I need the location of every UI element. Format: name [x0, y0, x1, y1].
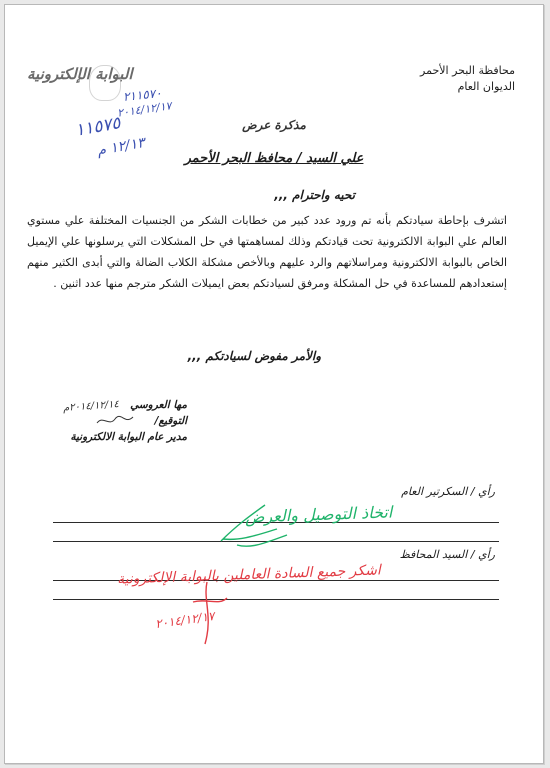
signature-handwritten-date: ٢٠١٤/١٢/١٤م [62, 399, 120, 414]
governor-opinion-line-2 [53, 599, 499, 600]
memo-page [4, 4, 544, 764]
handwritten-date-main: ١٢/١٣ م [95, 134, 146, 160]
governor-opinion-label: رأي / السيد المحافظ [399, 548, 495, 561]
header-institution [420, 63, 515, 95]
emblem-stamp [89, 65, 121, 101]
governor-handwritten-date: ٢٠١٤/١٢/١٧ [154, 608, 216, 632]
handwritten-date-top: ٢٠١٤/١٢/١٧ [116, 99, 173, 120]
diwan-name: الديوان العام [457, 80, 515, 93]
governor-handwritten-note: اشكر جميع السادة العاملين بالبوابة الإلكترونية [116, 562, 382, 588]
signature-scribble [95, 413, 135, 429]
memo-body: اتشرف بإحاطة سيادتكم بأنه تم ورود عدد كبير من خطابات الشكر من الجنسيات المختلفة علي مستوي العالم علي البوابة الالكترونية تحت قيادتكم وذلك لمساهمتها في حل المشكلات التي يرسلونها علي الإيميل الخاص بالبوابة الالكترونية ومراسلاتهم والرد عليهم وبالأخص مشكلة الكلاب الضالة والتي أبدى الكثير منهم إستعدادهم للمساعدة في حل المشكلة ومرفق لسيادتكم بعض ايميلات الشكر مترجم منها عدد اثنين . [27, 214, 507, 290]
signature-label: التوقيع/ [154, 415, 187, 427]
handwritten-reference-main: ١١٥٧٥ [73, 113, 123, 141]
memo-closing: والأمر مفوض لسيادتكم ,,, [187, 349, 321, 363]
secretary-signature-scribble [217, 495, 297, 555]
memo-subject: مذكرة عرض [242, 118, 306, 132]
portal-logo-text: البوابة الإلكترونية [27, 65, 133, 83]
signatory-name: مها العروسي [130, 399, 187, 411]
signatory-title: مدير عام البوابة الالكترونية [70, 431, 187, 443]
memo-greeting: تحيه واحترام ,,, [274, 188, 355, 202]
memo-addressee: علي السيد / محافظ البحر الأحمر [184, 151, 364, 166]
secretary-opinion-label: رأي / السكرتير العام [401, 485, 495, 498]
governorate-name: محافظة البحر الأحمر [420, 64, 515, 77]
secretary-handwritten-note: اتخاذ التوصيل والعرض [244, 502, 393, 527]
handwritten-reference-top: ٢١١٥٧٠ [122, 86, 163, 104]
